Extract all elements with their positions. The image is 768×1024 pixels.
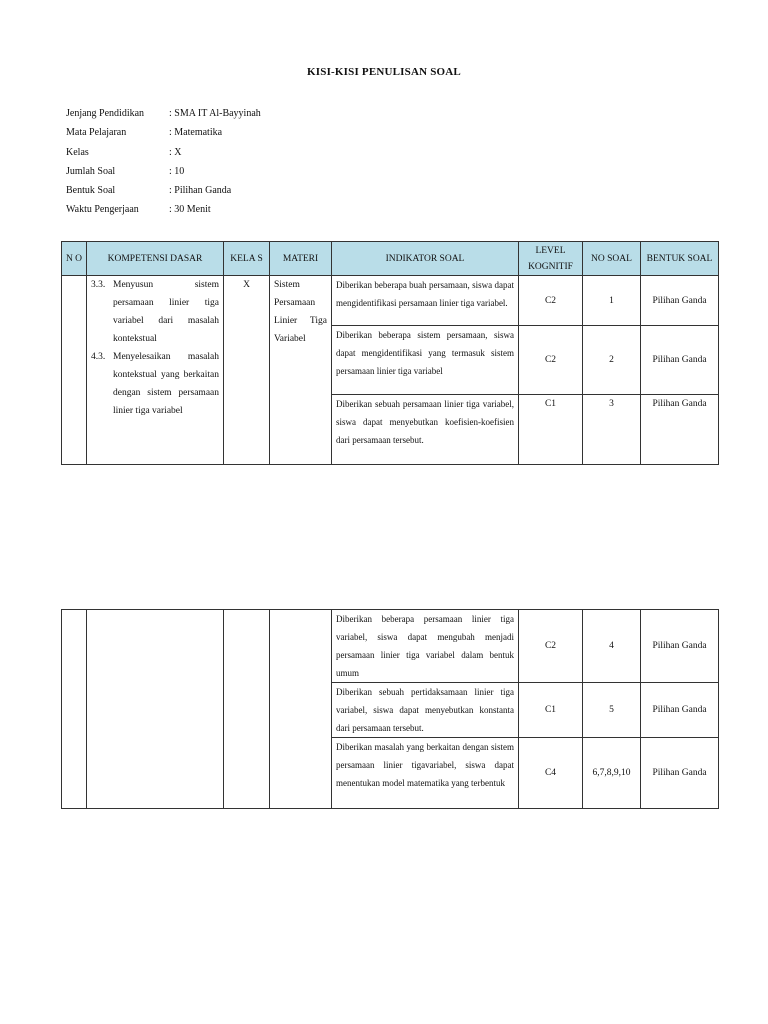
kisi-table-2 bbox=[61, 609, 719, 809]
indikator-cell: Diberikan sebuah persamaan linier tiga variabel, siswa dapat menyebutkan koefisien-koefisien dari persamaan tersebut. bbox=[332, 395, 519, 465]
no-soal-cell: 6,7,8,9,10 bbox=[583, 738, 641, 809]
info-value: : Pilihan Ganda bbox=[169, 185, 232, 197]
info-label: Bentuk Soal bbox=[66, 185, 116, 197]
no-soal-cell: 4 bbox=[583, 610, 641, 683]
kd-text: Menyelesaikan masalah kontekstual yang berkaitan dengan sistem persamaan linier tiga variabel bbox=[113, 352, 219, 416]
bentuk-soal-cell: Pilihan Ganda bbox=[641, 395, 719, 465]
info-label: Waktu Pengerjaan bbox=[66, 204, 139, 216]
level-cell: C1 bbox=[519, 395, 583, 465]
no-cell bbox=[62, 610, 87, 809]
header-kompetensi-dasar: KOMPETENSI DASAR bbox=[87, 242, 224, 276]
kd-item bbox=[93, 348, 219, 420]
header-no-soal: NO SOAL bbox=[583, 242, 641, 276]
kisi-table-1 bbox=[61, 241, 719, 465]
kompetensi-dasar-cell bbox=[87, 610, 224, 809]
info-label: Jenjang Pendidikan bbox=[66, 108, 145, 119]
bentuk-soal-cell: Pilihan Ganda bbox=[641, 738, 719, 809]
info-value: : Matematika bbox=[169, 127, 223, 139]
indikator-cell: Diberikan masalah yang berkaitan dengan sistem persamaan linier tigavariabel, siswa dapat menentukan model matematika yang terbentuk bbox=[332, 738, 519, 809]
header-indikator-soal: INDIKATOR SOAL bbox=[332, 242, 519, 276]
info-value: : 30 Menit bbox=[169, 204, 211, 216]
header-level-kognitif: LEVEL KOGNITIF bbox=[519, 242, 583, 276]
no-soal-cell: 3 bbox=[583, 395, 641, 465]
header-materi: MATERI bbox=[270, 242, 332, 276]
bentuk-soal-cell: Pilihan Ganda bbox=[641, 326, 719, 395]
table-row bbox=[62, 276, 719, 326]
indikator-cell: Diberikan sebuah pertidaksamaan linier tiga variabel, siswa dapat menyebutkan konstanta dari persamaan tersebut. bbox=[332, 683, 519, 738]
no-soal-cell: 1 bbox=[583, 276, 641, 326]
info-label: Mata Pelajaran bbox=[66, 127, 127, 139]
header-bentuk-soal: BENTUK SOAL bbox=[641, 242, 719, 276]
info-value: : 10 bbox=[169, 165, 185, 177]
materi-cell: Sistem Persamaan Linier Tiga Variabel bbox=[270, 276, 332, 465]
table-header-row bbox=[62, 242, 719, 276]
kompetensi-dasar-cell bbox=[87, 276, 224, 465]
kd-number: 4.3. bbox=[91, 352, 106, 362]
info-label: Jumlah Soal bbox=[66, 165, 116, 177]
level-cell: C2 bbox=[519, 276, 583, 326]
header-kelas: KELA S bbox=[224, 242, 270, 276]
level-cell: C2 bbox=[519, 610, 583, 683]
indikator-cell: Diberikan beberapa buah persamaan, siswa dapat mengidentifikasi persamaan linier tiga variabel. bbox=[332, 276, 519, 326]
level-cell: C4 bbox=[519, 738, 583, 809]
no-soal-cell: 2 bbox=[583, 326, 641, 395]
info-value: : X bbox=[169, 146, 182, 158]
kd-number: 3.3. bbox=[91, 280, 106, 290]
table-row bbox=[62, 610, 719, 683]
kd-text: Menyusun sistem persamaan linier tiga variabel dari masalah kontekstual bbox=[113, 280, 219, 344]
bentuk-soal-cell: Pilihan Ganda bbox=[641, 683, 719, 738]
bentuk-soal-cell: Pilihan Ganda bbox=[641, 276, 719, 326]
kd-item bbox=[93, 276, 219, 348]
no-soal-cell: 5 bbox=[583, 683, 641, 738]
kelas-cell bbox=[224, 610, 270, 809]
level-cell: C1 bbox=[519, 683, 583, 738]
no-cell bbox=[62, 276, 87, 465]
page-title: KISI-KISI PENULISAN SOAL bbox=[307, 66, 461, 78]
kelas-cell: X bbox=[224, 276, 270, 465]
info-label: Kelas bbox=[66, 146, 89, 158]
materi-cell bbox=[270, 610, 332, 809]
header-no: N O bbox=[62, 242, 87, 276]
bentuk-soal-cell: Pilihan Ganda bbox=[641, 610, 719, 683]
indikator-cell: Diberikan beberapa sistem persamaan, siswa dapat mengidentifikasi yang termasuk sistem persamaan linier tiga variabel bbox=[332, 326, 519, 395]
level-cell: C2 bbox=[519, 326, 583, 395]
indikator-cell: Diberikan beberapa persamaan linier tiga variabel, siswa dapat mengubah menjadi persamaan linier tiga variabel dalam bentuk umum bbox=[332, 610, 519, 683]
info-value: : SMA IT Al-Bayyinah bbox=[169, 108, 261, 119]
